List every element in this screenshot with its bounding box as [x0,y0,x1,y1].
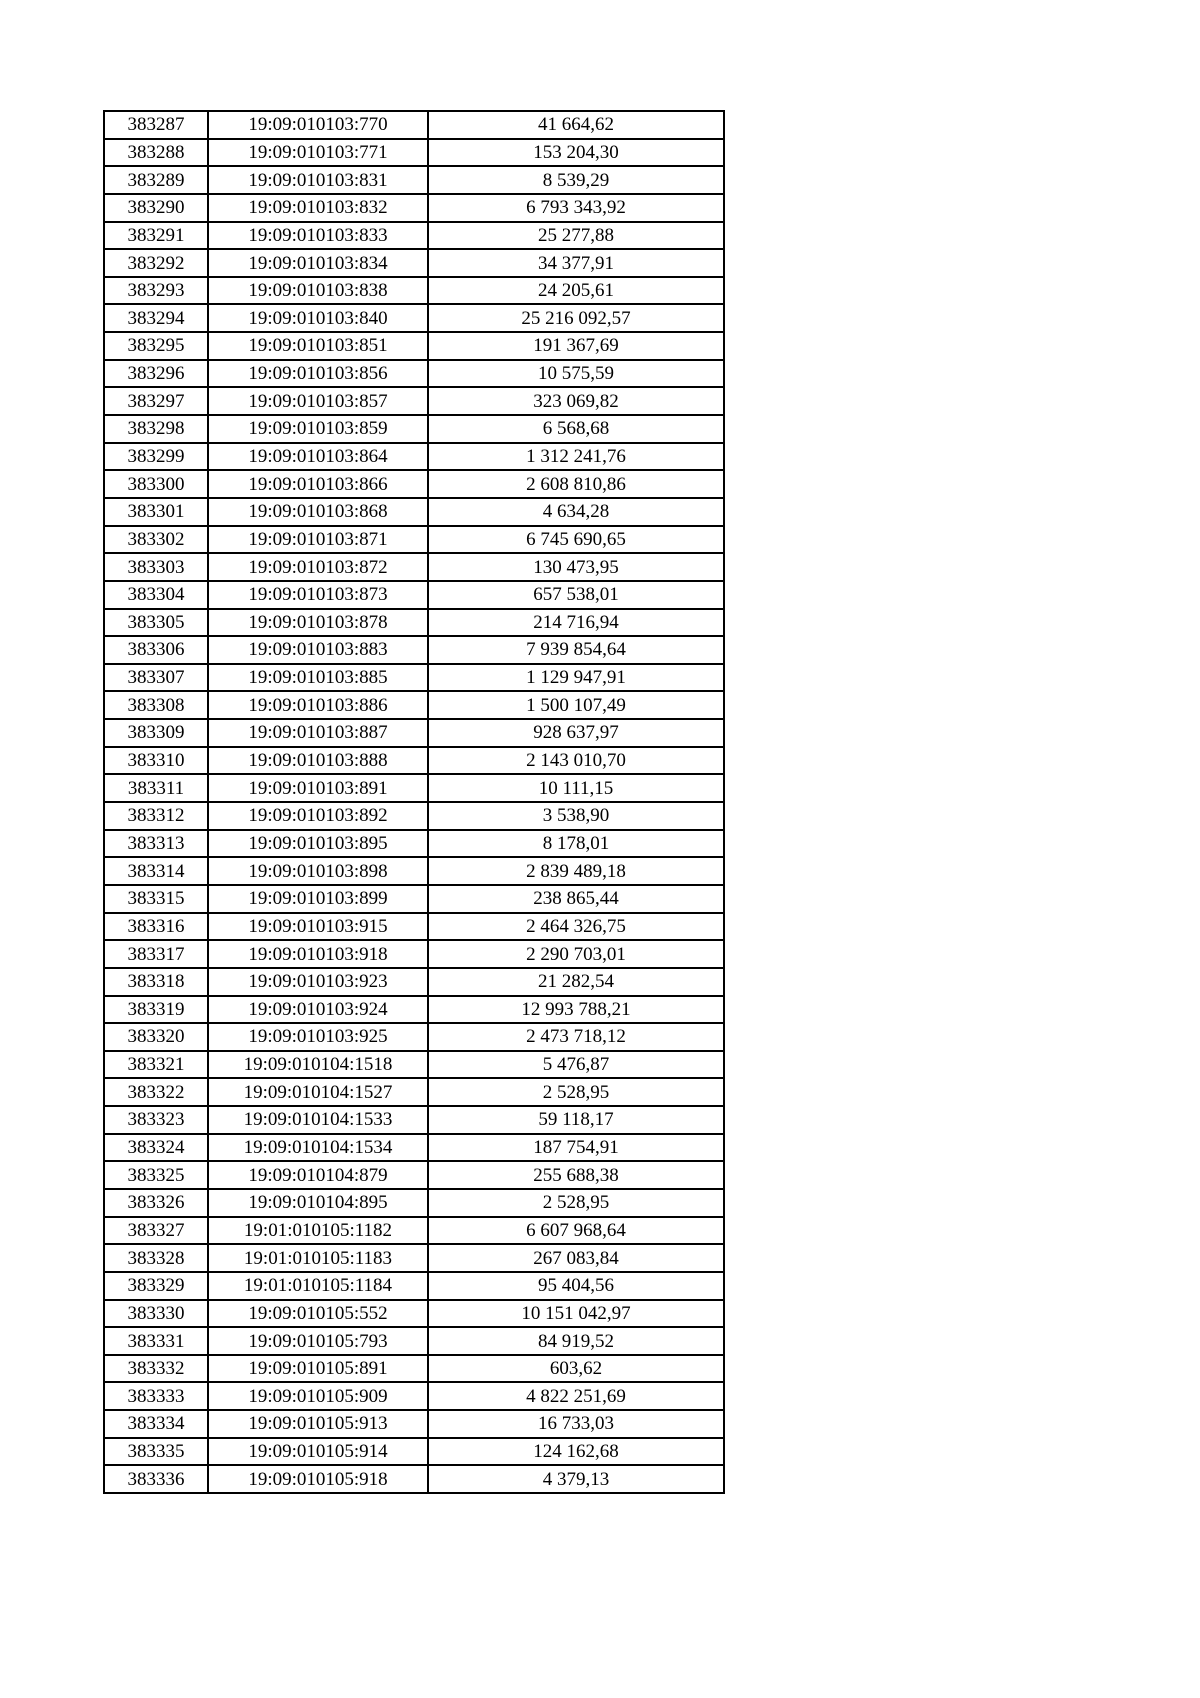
row-number-cell: 383318 [104,968,208,996]
cadastral-value-cell: 10 575,59 [428,360,724,388]
row-number-cell: 383335 [104,1438,208,1466]
row-number-cell: 383296 [104,360,208,388]
row-number-cell: 383292 [104,249,208,277]
cadastral-value-cell: 1 500 107,49 [428,691,724,719]
cadastral-number-cell: 19:09:010103:771 [208,139,428,167]
row-number-cell: 383295 [104,332,208,360]
cadastral-number-cell: 19:09:010103:866 [208,470,428,498]
cadastral-value-cell: 2 143 010,70 [428,747,724,775]
cadastral-value-cell: 6 607 968,64 [428,1217,724,1245]
row-number-cell: 383325 [104,1161,208,1189]
cadastral-number-cell: 19:09:010103:899 [208,885,428,913]
cadastral-number-cell: 19:09:010103:872 [208,553,428,581]
cadastral-number-cell: 19:09:010105:793 [208,1327,428,1355]
row-number-cell: 383328 [104,1244,208,1272]
row-number-cell: 383287 [104,111,208,139]
row-number-cell: 383314 [104,857,208,885]
table-row [104,691,724,719]
cadastral-number-cell: 19:09:010105:918 [208,1465,428,1493]
cadastral-number-cell: 19:09:010103:925 [208,1023,428,1051]
cadastral-value-cell: 2 528,95 [428,1189,724,1217]
table-row [104,1161,724,1189]
table-row [104,387,724,415]
table-row [104,830,724,858]
cadastral-number-cell: 19:09:010103:871 [208,526,428,554]
cadastral-number-cell: 19:09:010103:886 [208,691,428,719]
table-row [104,111,724,139]
row-number-cell: 383324 [104,1134,208,1162]
cadastral-value-cell: 2 839 489,18 [428,857,724,885]
table-row [104,553,724,581]
cadastral-number-cell: 19:09:010103:864 [208,443,428,471]
cadastral-number-cell: 19:09:010103:887 [208,719,428,747]
row-number-cell: 383293 [104,277,208,305]
cadastral-number-cell: 19:09:010103:924 [208,996,428,1024]
table-row [104,774,724,802]
cadastral-number-cell: 19:09:010103:856 [208,360,428,388]
row-number-cell: 383333 [104,1382,208,1410]
table-row [104,913,724,941]
row-number-cell: 383319 [104,996,208,1024]
table-row [104,968,724,996]
cadastral-value-cell: 2 528,95 [428,1078,724,1106]
cadastral-value-cell: 16 733,03 [428,1410,724,1438]
table-row [104,332,724,360]
cadastral-number-cell: 19:09:010103:851 [208,332,428,360]
row-number-cell: 383313 [104,830,208,858]
row-number-cell: 383331 [104,1327,208,1355]
table-row [104,1244,724,1272]
row-number-cell: 383299 [104,443,208,471]
table-row [104,581,724,609]
cadastral-number-cell: 19:09:010104:879 [208,1161,428,1189]
row-number-cell: 383298 [104,415,208,443]
row-number-cell: 383336 [104,1465,208,1493]
cadastral-value-cell: 10 151 042,97 [428,1300,724,1328]
row-number-cell: 383323 [104,1106,208,1134]
table-row [104,747,724,775]
table-row [104,719,724,747]
table-row [104,1051,724,1079]
table-row [104,1355,724,1383]
table-row [104,166,724,194]
row-number-cell: 383288 [104,139,208,167]
cadastral-number-cell: 19:09:010103:892 [208,802,428,830]
table-row [104,636,724,664]
cadastral-value-cell: 8 539,29 [428,166,724,194]
cadastral-value-cell: 187 754,91 [428,1134,724,1162]
cadastral-value-cell: 34 377,91 [428,249,724,277]
row-number-cell: 383301 [104,498,208,526]
cadastral-value-cell: 6 568,68 [428,415,724,443]
row-number-cell: 383329 [104,1272,208,1300]
cadastral-value-cell: 1 312 241,76 [428,443,724,471]
cadastral-number-cell: 19:01:010105:1182 [208,1217,428,1245]
cadastral-number-cell: 19:09:010104:1518 [208,1051,428,1079]
cadastral-value-cell: 2 608 810,86 [428,470,724,498]
row-number-cell: 383302 [104,526,208,554]
table-row [104,802,724,830]
table-row [104,1300,724,1328]
cadastral-number-cell: 19:09:010103:859 [208,415,428,443]
table-row [104,609,724,637]
cadastral-value-cell: 153 204,30 [428,139,724,167]
cadastral-number-cell: 19:09:010103:834 [208,249,428,277]
cadastral-value-cell: 3 538,90 [428,802,724,830]
cadastral-number-cell: 19:09:010104:1527 [208,1078,428,1106]
table-row [104,360,724,388]
table-body [104,111,724,1493]
cadastral-number-cell: 19:09:010103:857 [208,387,428,415]
table-row [104,996,724,1024]
table-row [104,526,724,554]
cadastral-number-cell: 19:09:010103:838 [208,277,428,305]
cadastral-value-cell: 41 664,62 [428,111,724,139]
cadastral-value-cell: 1 129 947,91 [428,664,724,692]
cadastral-number-cell: 19:09:010105:909 [208,1382,428,1410]
row-number-cell: 383309 [104,719,208,747]
row-number-cell: 383304 [104,581,208,609]
row-number-cell: 383326 [104,1189,208,1217]
cadastral-value-cell: 59 118,17 [428,1106,724,1134]
table-row [104,443,724,471]
cadastral-number-cell: 19:09:010103:873 [208,581,428,609]
row-number-cell: 383297 [104,387,208,415]
cadastral-number-cell: 19:01:010105:1183 [208,1244,428,1272]
row-number-cell: 383315 [104,885,208,913]
table-row [104,1382,724,1410]
row-number-cell: 383291 [104,222,208,250]
cadastral-value-cell: 255 688,38 [428,1161,724,1189]
cadastral-number-cell: 19:09:010105:913 [208,1410,428,1438]
row-number-cell: 383332 [104,1355,208,1383]
cadastral-value-cell: 84 919,52 [428,1327,724,1355]
row-number-cell: 383320 [104,1023,208,1051]
cadastral-value-cell: 130 473,95 [428,553,724,581]
table-row [104,1438,724,1466]
cadastral-number-cell: 19:09:010103:923 [208,968,428,996]
cadastral-number-cell: 19:09:010103:831 [208,166,428,194]
table-row [104,1023,724,1051]
cadastral-value-cell: 8 178,01 [428,830,724,858]
cadastral-value-cell: 4 822 251,69 [428,1382,724,1410]
table-row [104,139,724,167]
table-row [104,1217,724,1245]
table-row [104,1272,724,1300]
table-row [104,1078,724,1106]
cadastral-value-cell: 2 464 326,75 [428,913,724,941]
table-row [104,885,724,913]
table-row [104,277,724,305]
row-number-cell: 383290 [104,194,208,222]
table-row [104,940,724,968]
table-row [104,222,724,250]
cadastral-number-cell: 19:09:010103:918 [208,940,428,968]
row-number-cell: 383308 [104,691,208,719]
cadastral-value-cell: 2 473 718,12 [428,1023,724,1051]
cadastral-value-cell: 323 069,82 [428,387,724,415]
row-number-cell: 383322 [104,1078,208,1106]
row-number-cell: 383306 [104,636,208,664]
cadastral-value-cell: 191 367,69 [428,332,724,360]
table-row [104,498,724,526]
cadastral-number-cell: 19:09:010103:898 [208,857,428,885]
table-row [104,1106,724,1134]
table-row [104,1327,724,1355]
cadastral-value-cell: 7 939 854,64 [428,636,724,664]
cadastral-value-cell: 5 476,87 [428,1051,724,1079]
table-row [104,1189,724,1217]
cadastral-number-cell: 19:09:010105:891 [208,1355,428,1383]
cadastral-value-cell: 124 162,68 [428,1438,724,1466]
cadastral-value-cell: 2 290 703,01 [428,940,724,968]
cadastral-number-cell: 19:09:010103:832 [208,194,428,222]
cadastral-number-cell: 19:09:010104:895 [208,1189,428,1217]
cadastral-number-cell: 19:09:010103:868 [208,498,428,526]
cadastral-value-cell: 21 282,54 [428,968,724,996]
table-row [104,470,724,498]
cadastral-value-cell: 25 216 092,57 [428,304,724,332]
cadastral-value-cell: 24 205,61 [428,277,724,305]
row-number-cell: 383300 [104,470,208,498]
cadastral-value-table [103,110,725,1494]
cadastral-value-cell: 95 404,56 [428,1272,724,1300]
cadastral-value-cell: 267 083,84 [428,1244,724,1272]
row-number-cell: 383289 [104,166,208,194]
table-row [104,1410,724,1438]
table-row [104,194,724,222]
cadastral-number-cell: 19:01:010105:1184 [208,1272,428,1300]
cadastral-value-cell: 4 634,28 [428,498,724,526]
cadastral-value-cell: 214 716,94 [428,609,724,637]
row-number-cell: 383307 [104,664,208,692]
cadastral-number-cell: 19:09:010103:915 [208,913,428,941]
cadastral-number-cell: 19:09:010103:885 [208,664,428,692]
cadastral-number-cell: 19:09:010104:1533 [208,1106,428,1134]
cadastral-number-cell: 19:09:010103:840 [208,304,428,332]
cadastral-value-cell: 25 277,88 [428,222,724,250]
table-row [104,249,724,277]
cadastral-number-cell: 19:09:010103:883 [208,636,428,664]
cadastral-value-cell: 928 637,97 [428,719,724,747]
row-number-cell: 383310 [104,747,208,775]
cadastral-number-cell: 19:09:010103:891 [208,774,428,802]
cadastral-number-cell: 19:09:010104:1534 [208,1134,428,1162]
row-number-cell: 383317 [104,940,208,968]
row-number-cell: 383305 [104,609,208,637]
row-number-cell: 383316 [104,913,208,941]
row-number-cell: 383334 [104,1410,208,1438]
row-number-cell: 383327 [104,1217,208,1245]
table-row [104,664,724,692]
cadastral-number-cell: 19:09:010103:878 [208,609,428,637]
cadastral-number-cell: 19:09:010103:833 [208,222,428,250]
cadastral-value-cell: 603,62 [428,1355,724,1383]
cadastral-value-cell: 238 865,44 [428,885,724,913]
row-number-cell: 383330 [104,1300,208,1328]
cadastral-value-cell: 4 379,13 [428,1465,724,1493]
table-row [104,1134,724,1162]
cadastral-value-cell: 6 745 690,65 [428,526,724,554]
row-number-cell: 383312 [104,802,208,830]
cadastral-value-cell: 657 538,01 [428,581,724,609]
row-number-cell: 383321 [104,1051,208,1079]
table-row [104,1465,724,1493]
cadastral-number-cell: 19:09:010105:914 [208,1438,428,1466]
cadastral-number-cell: 19:09:010105:552 [208,1300,428,1328]
cadastral-value-cell: 6 793 343,92 [428,194,724,222]
row-number-cell: 383311 [104,774,208,802]
cadastral-value-cell: 10 111,15 [428,774,724,802]
cadastral-number-cell: 19:09:010103:770 [208,111,428,139]
row-number-cell: 383303 [104,553,208,581]
table-row [104,304,724,332]
table-row [104,857,724,885]
cadastral-number-cell: 19:09:010103:895 [208,830,428,858]
table-row [104,415,724,443]
row-number-cell: 383294 [104,304,208,332]
cadastral-number-cell: 19:09:010103:888 [208,747,428,775]
cadastral-value-cell: 12 993 788,21 [428,996,724,1024]
